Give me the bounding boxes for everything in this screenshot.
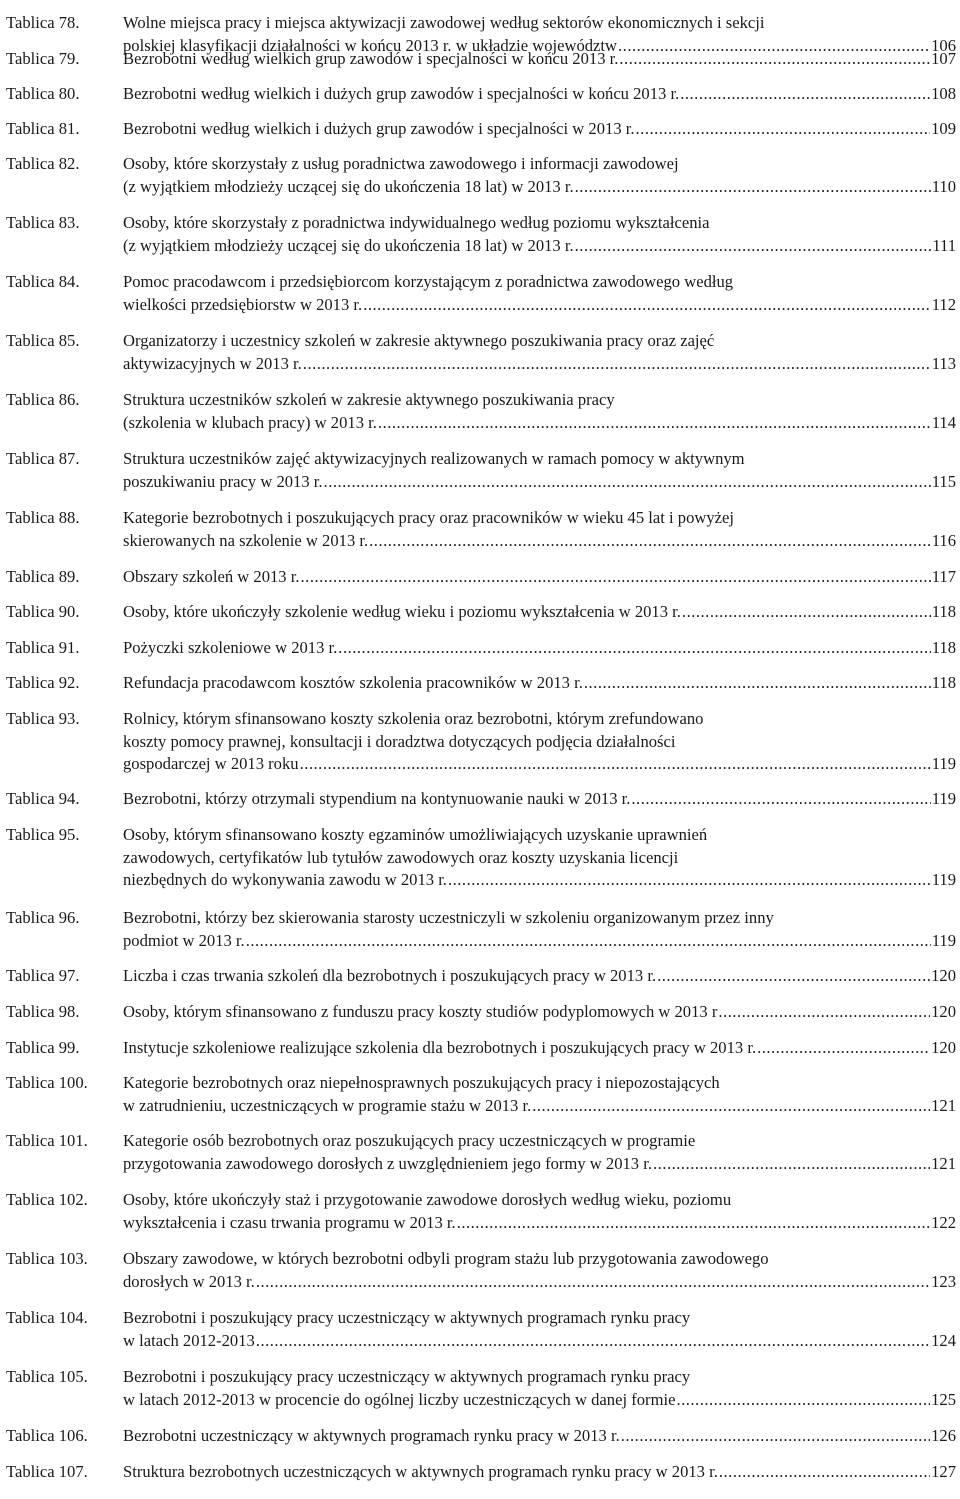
dot-leader [363, 294, 931, 317]
toc-entry-title-line: Kategorie bezrobotnych oraz niepełnosprawnych poszukujących pracy i niepozostających [123, 1073, 720, 1092]
toc-entry-label: Tablica 87. [6, 449, 80, 468]
toc-entry-label: Tablica 81. [6, 119, 80, 138]
toc-entry-title-line: Rolnicy, którym sfinansowano koszty szkolenia oraz bezrobotni, którym zrefundowano [123, 709, 704, 728]
toc-entry-title [123, 1189, 956, 1234]
toc-entry-page-number: 125 [931, 1389, 956, 1409]
toc-entry-title-text: Refundacja pracodawcom kosztów szkolenia pracowników w 2013 r. [123, 673, 583, 692]
toc-entry-title-line-last [123, 1037, 956, 1060]
toc-entry-page-number: 121 [931, 1153, 956, 1173]
toc-entry-title-line: Osoby, którym sfinansowano koszty egzaminów umożliwiających uzyskanie uprawnień [123, 825, 708, 844]
toc-entry-label: Tablica 103. [6, 1249, 88, 1268]
toc-entry-title-line-last [123, 1153, 956, 1176]
toc-entry-title-line-last [123, 601, 956, 624]
toc-entry-title-text: w zatrudnieniu, uczestniczących w programie stażu w 2013 r. [123, 1095, 532, 1115]
toc-entry-title-line-last [123, 788, 956, 811]
toc-entry-page-number: 119 [931, 930, 956, 950]
toc-entry-title-line-last [123, 353, 956, 376]
toc-entry-page-number: 126 [931, 1426, 956, 1445]
toc-entry-title-text: Pożyczki szkoleniowe w 2013 r. [123, 638, 338, 657]
toc-entry-title-text: wielkości przedsiębiorstw w 2013 r. [123, 294, 363, 314]
toc-entry-title-text: w latach 2012-2013 w procencie do ogólnej liczby uczestniczących w danej formie [123, 1389, 676, 1409]
dot-leader [338, 637, 930, 660]
dot-leader [619, 48, 930, 71]
toc-entry-title [123, 788, 956, 811]
toc-entry-title [123, 1366, 956, 1411]
toc-entry-label: Tablica 104. [6, 1308, 88, 1327]
dot-leader [718, 1001, 930, 1024]
dot-leader [621, 1425, 930, 1448]
toc-entry-label: Tablica 94. [6, 789, 80, 808]
toc-entry-title-line: Bezrobotni i poszukujący pracy uczestniczący w aktywnych programach rynku pracy [123, 1367, 691, 1386]
toc-entry-title-text: niezbędnych do wykonywania zawodu w 2013 r. [123, 870, 447, 889]
toc-entry-title-line-last [123, 412, 956, 435]
toc-entry-label: Tablica 101. [6, 1131, 88, 1150]
toc-entry-title [123, 672, 956, 695]
toc-entry-page-number: 112 [931, 294, 956, 314]
toc-entry-title-line: zawodowych, certyfikatów lub tytułów zawodowych oraz koszty uzyskania licencji [123, 847, 679, 867]
toc-entry-title [123, 212, 956, 257]
toc-entry-title [123, 1072, 956, 1117]
toc-entry-label: Tablica 78. [6, 13, 80, 32]
toc-entry-title-text: Liczba i czas trwania szkoleń dla bezrobotnych i poszukujących pracy w 2013 r. [123, 966, 657, 985]
toc-entry-title-line: Osoby, które skorzystały z usług poradnictwa zawodowego i informacji zawodowej [123, 154, 679, 173]
toc-entry-title-line-last [123, 530, 956, 553]
toc-entry-title-text: Bezrobotni według wielkich grup zawodów i specjalności w końcu 2013 r. [123, 49, 619, 68]
toc-entry-page-number: 115 [931, 471, 956, 491]
toc-entry-title-text: polskiej klasyfikacji działalności w końcu 2013 r. w układzie województw [123, 35, 618, 55]
dot-leader [303, 353, 931, 376]
toc-entry-label: Tablica 100. [6, 1073, 88, 1092]
toc-entry-page-number: 121 [931, 1095, 956, 1115]
toc-entry-title-text: Osoby, które ukończyły szkolenie według wieku i poziomu wykształcenia w 2013 r. [123, 602, 681, 621]
toc-entry-title [123, 153, 956, 198]
toc-entry-title-text: (z wyjątkiem młodzieży uczącej się do ukończenia 18 lat) w 2013 r. [123, 235, 574, 255]
dot-leader [653, 1153, 930, 1176]
dot-leader [256, 1271, 930, 1294]
toc-entry-page-number: 108 [931, 84, 956, 103]
toc-entry-title-line: Osoby, które skorzystały z poradnictwa indywidualnego według poziomu wykształcenia [123, 213, 710, 232]
toc-entry-title-line: Organizatorzy i uczestnicy szkoleń w zakresie aktywnego poszukiwania pracy oraz zajęć [123, 331, 715, 350]
dot-leader [369, 530, 931, 553]
toc-entry-label: Tablica 80. [6, 84, 80, 103]
toc-entry-page-number: 107 [931, 49, 956, 68]
toc-entry-title-text: aktywizacyjnych w 2013 r. [123, 353, 302, 373]
dot-leader [680, 83, 930, 106]
toc-entry-page-number: 120 [931, 1038, 956, 1057]
toc-entry-title [123, 83, 956, 106]
toc-entry-title-text: Bezrobotni, którzy otrzymali stypendium na kontynuowanie nauki w 2013 r. [123, 789, 631, 808]
toc-entry-page-number: 114 [931, 412, 956, 432]
dot-leader [682, 601, 931, 624]
toc-entry-label: Tablica 98. [6, 1002, 80, 1021]
toc-entry-title [123, 1130, 956, 1175]
toc-entry-title-line-last [123, 1425, 956, 1448]
toc-entry-title-line-last [123, 1001, 956, 1024]
toc-entry-page-number: 120 [931, 1002, 956, 1021]
toc-entry-title-line-last [123, 83, 956, 106]
toc-entry-title-line-last [123, 1271, 956, 1294]
toc-entry-page-number: 116 [931, 530, 956, 550]
toc-entry-title-line-last [123, 235, 956, 258]
toc-entry-label: Tablica 84. [6, 272, 80, 291]
toc-entry-title-line-last [123, 1330, 956, 1353]
toc-entry-page-number: 118 [931, 673, 956, 692]
toc-entry-title-text: dorosłych w 2013 r. [123, 1271, 255, 1291]
toc-entry-title [123, 965, 956, 988]
toc-entry-title-text: w latach 2012-2013 [123, 1330, 255, 1350]
toc-entry-label: Tablica 96. [6, 908, 80, 927]
toc-entry-label: Tablica 88. [6, 508, 80, 527]
toc-entry-title [123, 1248, 956, 1293]
toc-entry-label: Tablica 89. [6, 567, 80, 586]
toc-entry-title-text: podmiot w 2013 r. [123, 930, 245, 950]
toc-entry-title-text: Instytucje szkoleniowe realizujące szkolenia dla bezrobotnych i poszukujących pracy w 2013 r. [123, 1038, 757, 1057]
dot-leader [631, 788, 930, 811]
toc-entry-title [123, 1001, 956, 1024]
toc-entry-title-line-last [123, 176, 956, 199]
toc-entry-title-text: Bezrobotni według wielkich i dużych grup zawodów i specjalności w końcu 2013 r. [123, 84, 680, 103]
toc-entry-title-line: Wolne miejsca pracy i miejsca aktywizacji zawodowej według sektorów ekonomicznych i sekcji [123, 13, 765, 32]
dot-leader [575, 235, 932, 258]
toc-entry-label: Tablica 92. [6, 673, 80, 692]
dot-leader [584, 672, 931, 695]
dot-leader [457, 1212, 930, 1235]
toc-entry-label: Tablica 107. [6, 1462, 88, 1481]
toc-entry-label: Tablica 90. [6, 602, 80, 621]
dot-leader [636, 118, 931, 141]
toc-entry-title [123, 389, 956, 434]
toc-entry-label: Tablica 83. [6, 213, 80, 232]
dot-leader [246, 930, 931, 953]
toc-entry-page-number: 123 [931, 1271, 956, 1291]
toc-entry-label: Tablica 99. [6, 1038, 80, 1057]
toc-entry-page-number: 117 [931, 567, 956, 586]
toc-entry-label: Tablica 85. [6, 331, 80, 350]
toc-entry-title [123, 708, 956, 776]
toc-entry-title-text: skierowanych na szkolenie w 2013 r. [123, 530, 369, 550]
toc-entry-title-line-last [123, 1389, 956, 1412]
toc-entry-title-text: Osoby, którym sfinansowano z funduszu pracy koszty studiów podyplomowych w 2013 r [123, 1002, 718, 1021]
toc-entry-title-text: (szkolenia w klubach pracy) w 2013 r. [123, 412, 377, 432]
toc-entry-label: Tablica 86. [6, 390, 80, 409]
toc-entry-title [123, 824, 956, 892]
dot-leader [532, 1095, 930, 1118]
toc-entry-title-line-last [123, 118, 956, 141]
toc-entry-title [123, 330, 956, 375]
toc-entry-title-text: Bezrobotni według wielkich i dużych grup zawodów i specjalności w 2013 r. [123, 119, 635, 138]
toc-entry-page-number: 110 [931, 176, 956, 196]
toc-entry-page-number: 119 [931, 789, 956, 808]
dot-leader [448, 869, 931, 892]
toc-entry-title-line-last [123, 753, 956, 776]
toc-entry-title-line-last [123, 1212, 956, 1235]
toc-entry-label: Tablica 79. [6, 49, 80, 68]
toc-entry-title [123, 448, 956, 493]
toc-entry-title [123, 271, 956, 316]
toc-entry-title-line: Struktura uczestników zajęć aktywizacyjnych realizowanych w ramach pomocy w aktywnym [123, 449, 745, 468]
toc-entry-title-line: Struktura uczestników szkoleń w zakresie aktywnego poszukiwania pracy [123, 390, 615, 409]
toc-entry-title-line-last [123, 1095, 956, 1118]
toc-entry-title-text: przygotowania zawodowego dorosłych z uwzględnieniem jego formy w 2013 r. [123, 1153, 653, 1173]
toc-entry-title-line: Kategorie bezrobotnych i poszukujących pracy oraz pracowników w wieku 45 lat i powyżej [123, 508, 734, 527]
toc-entry-page-number: 109 [931, 119, 956, 138]
toc-entry-page-number: 119 [931, 870, 956, 889]
toc-entry-label: Tablica 97. [6, 966, 80, 985]
toc-entry-title [123, 118, 956, 141]
toc-entry-title [123, 601, 956, 624]
toc-entry-title-line: Osoby, które ukończyły staż i przygotowanie zawodowe dorosłych według wieku, poziomu [123, 1190, 732, 1209]
toc-entry-title-line-last [123, 672, 956, 695]
toc-entry-label: Tablica 91. [6, 638, 80, 657]
toc-entry-title-line-last [123, 566, 956, 589]
dot-leader [657, 965, 930, 988]
toc-entry-title-text: gospodarczej w 2013 roku [123, 754, 299, 773]
dot-leader [324, 471, 931, 494]
dot-leader [301, 566, 931, 589]
toc-entry-title-line: koszty pomocy prawnej, konsultacji i doradztwa dotyczących podjęcia działalności [123, 731, 676, 751]
toc-entry-title [123, 1461, 956, 1484]
toc-entry-title-line: Pomoc pracodawcom i przedsiębiorcom korzystającym z poradnictwa zawodowego według [123, 272, 734, 291]
toc-entry-page-number: 124 [931, 1330, 956, 1350]
toc-entry-title [123, 1425, 956, 1448]
toc-entry-title-line-last [123, 930, 956, 953]
toc-entry-page-number: 111 [932, 235, 956, 255]
dot-leader [757, 1037, 930, 1060]
toc-entry-title-text: poszukiwaniu pracy w 2013 r. [123, 471, 323, 491]
toc-entry-title [123, 507, 956, 552]
toc-entry-title-text: (z wyjątkiem młodzieży uczącej się do ukończenia 18 lat) w 2013 r. [123, 176, 574, 196]
toc-entry-title-line-last [123, 869, 956, 892]
toc-entry-page-number: 120 [931, 966, 956, 985]
toc-entry-title-line-last [123, 1461, 956, 1484]
toc-entry-title [123, 566, 956, 589]
toc-entry-title [123, 1037, 956, 1060]
toc-entry-page-number: 119 [931, 754, 956, 773]
toc-entry-page-number: 122 [931, 1212, 956, 1232]
toc-entry-label: Tablica 102. [6, 1190, 88, 1209]
dot-leader [256, 1330, 930, 1353]
toc-entry-label: Tablica 82. [6, 154, 80, 173]
toc-entry-label: Tablica 95. [6, 825, 80, 844]
toc-entry-page-number: 118 [931, 638, 956, 657]
dot-leader [719, 1461, 930, 1484]
toc-entry-page-number: 127 [931, 1462, 956, 1481]
dot-leader [676, 1389, 930, 1412]
toc-entry-title [123, 1307, 956, 1352]
toc-entry-title-line-last [123, 471, 956, 494]
dot-leader [378, 412, 931, 435]
dot-leader [575, 176, 931, 199]
toc-entry-label: Tablica 105. [6, 1367, 88, 1386]
toc-entry-title-line: Bezrobotni i poszukujący pracy uczestniczący w aktywnych programach rynku pracy [123, 1308, 691, 1327]
toc-entry-title-line-last [123, 637, 956, 660]
toc-entry-title-text: wykształcenia i czasu trwania programu w 2013 r. [123, 1212, 456, 1232]
toc-entry-page-number: 118 [931, 602, 956, 621]
dot-leader [300, 753, 931, 776]
toc-entry-page-number: 113 [931, 353, 956, 373]
toc-entry-title-text: Struktura bezrobotnych uczestniczących w aktywnych programach rynku pracy w 2013 r. [123, 1462, 718, 1481]
toc-entry-title [123, 637, 956, 660]
toc-entry-page-number: 106 [931, 35, 956, 55]
toc-entry-title-line-last [123, 965, 956, 988]
toc-entry-title-text: Bezrobotni uczestniczący w aktywnych programach rynku pracy w 2013 r. [123, 1426, 620, 1445]
toc-entry-title-line: Obszary zawodowe, w których bezrobotni odbyli program stażu lub przygotowania zawodowego [123, 1249, 769, 1268]
toc-entry-title-line-last [123, 294, 956, 317]
toc-entry-title-text: Obszary szkoleń w 2013 r. [123, 567, 300, 586]
toc-entry-label: Tablica 93. [6, 709, 80, 728]
toc-entry-title-line: Kategorie osób bezrobotnych oraz poszukujących pracy uczestniczących w programie [123, 1131, 696, 1150]
toc-entry-title-line: Bezrobotni, którzy bez skierowania starosty uczestniczyli w szkoleniu organizowanym przez inny [123, 908, 774, 927]
toc-entry-title [123, 907, 956, 952]
toc-entry-title [123, 48, 956, 71]
toc-entry-label: Tablica 106. [6, 1426, 88, 1445]
toc-entry-title-line-last [123, 48, 956, 71]
